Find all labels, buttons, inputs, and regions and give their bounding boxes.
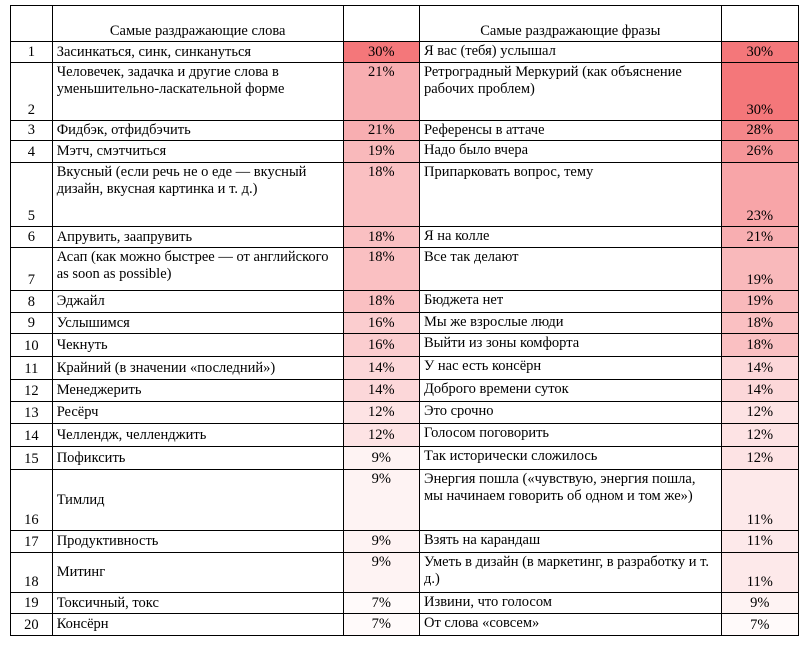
- table-row: [11, 614, 799, 636]
- table-row: [11, 470, 799, 531]
- phrase-percent-cell: 18%: [721, 334, 798, 357]
- word-cell: Засинкаться, синк, синкануться: [52, 42, 343, 63]
- row-number: 4: [11, 141, 53, 163]
- table-row: [11, 313, 799, 334]
- table-row: [11, 553, 799, 593]
- row-number: 6: [11, 227, 53, 248]
- phrase-cell: Голосом поговорить: [420, 424, 722, 447]
- row-number: 16: [11, 470, 53, 531]
- phrase-percent-cell: 30%: [721, 63, 798, 121]
- word-percent-cell: 9%: [343, 553, 419, 593]
- row-number: 11: [11, 357, 53, 380]
- phrase-cell: От слова «совсем»: [420, 614, 722, 636]
- row-number: 7: [11, 248, 53, 291]
- word-percent-cell: 9%: [343, 447, 419, 470]
- word-cell: Асап (как можно быстрее — от английского as soon as possible): [52, 248, 343, 291]
- phrase-percent-cell: 9%: [721, 593, 798, 614]
- table-row: [11, 163, 799, 227]
- word-cell: Чекнуть: [52, 334, 343, 357]
- phrase-percent-cell: 14%: [721, 380, 798, 402]
- word-percent-cell: 21%: [343, 63, 419, 121]
- phrase-cell: Выйти из зоны комфорта: [420, 334, 722, 357]
- phrase-cell: Я вас (тебя) услышал: [420, 42, 722, 63]
- phrase-cell: Уметь в дизайн (в маркетинг, в разработку и т. д.): [420, 553, 722, 593]
- phrase-percent-cell: 28%: [721, 121, 798, 141]
- word-percent-cell: 19%: [343, 141, 419, 163]
- row-number: 10: [11, 334, 53, 357]
- phrase-cell: Мы же взрослые люди: [420, 313, 722, 334]
- word-cell: Менеджерить: [52, 380, 343, 402]
- word-cell: Продуктивность: [52, 531, 343, 553]
- row-number: 15: [11, 447, 53, 470]
- word-percent-cell: 21%: [343, 121, 419, 141]
- word-cell: Человечек, задачка и другие слова в уменьшительно-ласкательной форме: [52, 63, 343, 121]
- header-words: Самые раздражающие слова: [52, 6, 343, 42]
- word-cell: Мэтч, смэтчиться: [52, 141, 343, 163]
- table-row: [11, 141, 799, 163]
- row-number: 5: [11, 163, 53, 227]
- word-cell: Крайний (в значении «последний»): [52, 357, 343, 380]
- header-phrases: Самые раздражающие фразы: [420, 6, 722, 42]
- phrase-cell: Надо было вчера: [420, 141, 722, 163]
- word-cell: Эджайл: [52, 291, 343, 313]
- word-cell: Апрувить, заапрувить: [52, 227, 343, 248]
- word-cell: Консёрн: [52, 614, 343, 636]
- phrase-cell: Доброго времени суток: [420, 380, 722, 402]
- word-percent-cell: 12%: [343, 402, 419, 424]
- table-row: [11, 248, 799, 291]
- phrase-percent-cell: 14%: [721, 357, 798, 380]
- phrase-percent-cell: 26%: [721, 141, 798, 163]
- phrase-percent-cell: 30%: [721, 42, 798, 63]
- table-row: [11, 291, 799, 313]
- word-percent-cell: 18%: [343, 291, 419, 313]
- phrase-cell: Это срочно: [420, 402, 722, 424]
- word-percent-cell: 7%: [343, 593, 419, 614]
- phrase-percent-cell: 19%: [721, 248, 798, 291]
- phrase-cell: Так исторически сложилось: [420, 447, 722, 470]
- table-row: [11, 334, 799, 357]
- phrase-percent-cell: 21%: [721, 227, 798, 248]
- phrase-cell: Бюджета нет: [420, 291, 722, 313]
- word-percent-cell: 18%: [343, 227, 419, 248]
- word-cell: Челлендж, челленджить: [52, 424, 343, 447]
- table-row: [11, 447, 799, 470]
- row-number: 12: [11, 380, 53, 402]
- phrase-cell: Все так делают: [420, 248, 722, 291]
- row-number: 19: [11, 593, 53, 614]
- table-row: [11, 593, 799, 614]
- word-percent-cell: 18%: [343, 248, 419, 291]
- phrase-cell: Взять на карандаш: [420, 531, 722, 553]
- row-number: 9: [11, 313, 53, 334]
- table-row: [11, 121, 799, 141]
- word-cell: Тимлид: [52, 470, 343, 531]
- phrase-cell: Извини, что голосом: [420, 593, 722, 614]
- table-row: [11, 402, 799, 424]
- word-cell: Услышимся: [52, 313, 343, 334]
- phrase-cell: Энергия пошла («чувствую, энергия пошла, мы начинаем говорить об одном и том же»): [420, 470, 722, 531]
- phrase-cell: Припарковать вопрос, тему: [420, 163, 722, 227]
- header-words-pct: [343, 6, 419, 42]
- phrase-percent-cell: 12%: [721, 402, 798, 424]
- phrase-cell: Я на колле: [420, 227, 722, 248]
- row-number: 3: [11, 121, 53, 141]
- phrase-percent-cell: 19%: [721, 291, 798, 313]
- word-cell: Ресёрч: [52, 402, 343, 424]
- phrase-percent-cell: 12%: [721, 447, 798, 470]
- phrase-cell: У нас есть консёрн: [420, 357, 722, 380]
- row-number: 20: [11, 614, 53, 636]
- table-row: [11, 227, 799, 248]
- phrase-cell: Ретроградный Меркурий (как объяснение рабочих проблем): [420, 63, 722, 121]
- word-percent-cell: 16%: [343, 313, 419, 334]
- row-number: 17: [11, 531, 53, 553]
- word-cell: Пофиксить: [52, 447, 343, 470]
- phrase-percent-cell: 11%: [721, 553, 798, 593]
- header-num: [11, 6, 53, 42]
- ranking-table: [10, 5, 799, 636]
- word-percent-cell: 9%: [343, 470, 419, 531]
- word-percent-cell: 18%: [343, 163, 419, 227]
- word-cell: Токсичный, токс: [52, 593, 343, 614]
- phrase-percent-cell: 7%: [721, 614, 798, 636]
- word-cell: Вкусный (если речь не о еде — вкусный дизайн, вкусная картинка и т. д.): [52, 163, 343, 227]
- phrase-percent-cell: 11%: [721, 470, 798, 531]
- word-percent-cell: 16%: [343, 334, 419, 357]
- phrase-cell: Референсы в аттаче: [420, 121, 722, 141]
- word-percent-cell: 7%: [343, 614, 419, 636]
- word-cell: Фидбэк, отфидбэчить: [52, 121, 343, 141]
- phrase-percent-cell: 23%: [721, 163, 798, 227]
- table-row: [11, 424, 799, 447]
- header-phrases-pct: [721, 6, 798, 42]
- header-row: [11, 6, 799, 42]
- row-number: 8: [11, 291, 53, 313]
- word-percent-cell: 14%: [343, 357, 419, 380]
- row-number: 13: [11, 402, 53, 424]
- table-row: [11, 380, 799, 402]
- word-percent-cell: 14%: [343, 380, 419, 402]
- row-number: 1: [11, 42, 53, 63]
- row-number: 2: [11, 63, 53, 121]
- row-number: 14: [11, 424, 53, 447]
- phrase-percent-cell: 11%: [721, 531, 798, 553]
- word-cell: Митинг: [52, 553, 343, 593]
- word-percent-cell: 30%: [343, 42, 419, 63]
- phrase-percent-cell: 18%: [721, 313, 798, 334]
- row-number: 18: [11, 553, 53, 593]
- table-row: [11, 63, 799, 121]
- word-percent-cell: 12%: [343, 424, 419, 447]
- table-row: [11, 531, 799, 553]
- table-row: [11, 42, 799, 63]
- word-percent-cell: 9%: [343, 531, 419, 553]
- table-row: [11, 357, 799, 380]
- phrase-percent-cell: 12%: [721, 424, 798, 447]
